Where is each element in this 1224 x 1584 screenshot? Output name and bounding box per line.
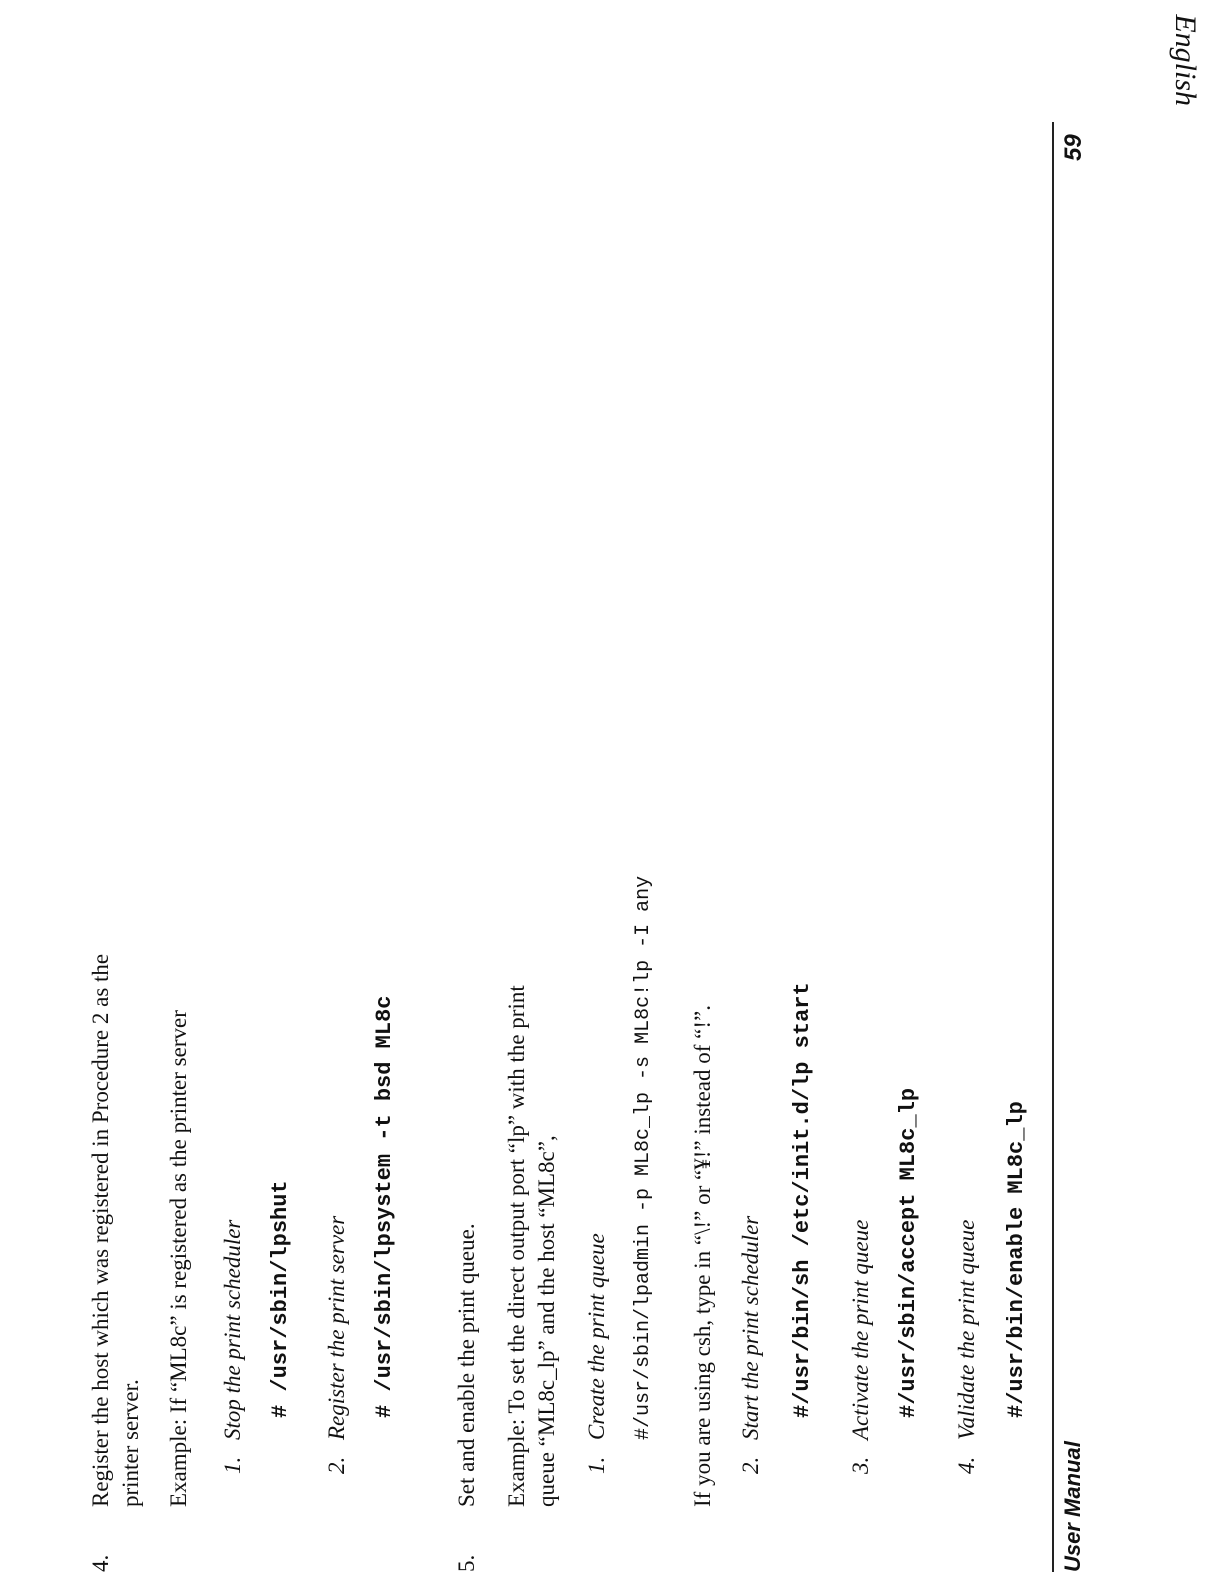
step-4-number: 4. <box>88 1554 113 1572</box>
step-4-sub-1-number: 1. <box>220 1456 245 1474</box>
step-5-sub-3-label: Activate the print queue <box>848 1219 873 1440</box>
step-5-example-line-2: queue “ML8c_lp” and the host “ML8c”, <box>534 1135 559 1507</box>
step-5-sub-1-number: 1. <box>584 1456 609 1474</box>
step-5-number: 5. <box>454 1554 479 1572</box>
step-5-sub-4-number: 4. <box>954 1456 979 1474</box>
step-4-line-1: Register the host which was registered in Procedure 2 as the <box>88 953 113 1507</box>
step-5-sub-2-number: 2. <box>738 1456 763 1474</box>
step-4-example: Example: If “ML8c” is registered as the printer server <box>166 1010 191 1507</box>
step-4-sub-2-command: # /usr/sbin/lpsystem -t bsd ML8c <box>372 995 397 1418</box>
step-5-sub-4-label: Validate the print queue <box>954 1219 979 1440</box>
step-5-sub-1-label: Create the print queue <box>584 1233 609 1440</box>
footer-label: User Manual <box>1060 1441 1085 1572</box>
step-4-sub-2-number: 2. <box>324 1456 349 1474</box>
footer-rule <box>1052 122 1054 1572</box>
step-5-sub-2-label: Start the print scheduler <box>738 1215 763 1440</box>
page-number: 59 <box>1060 134 1087 161</box>
step-5-line-1: Set and enable the print queue. <box>454 1223 479 1507</box>
step-5-sub-2-command: #/usr/bin/sh /etc/init.d/lp start <box>790 982 815 1418</box>
step-4-line-2: printer server. <box>118 1379 143 1507</box>
step-4-sub-1-command: # /usr/sbin/lpshut <box>268 1180 293 1418</box>
step-5-sub-3-command: #/usr/sbin/accept ML8c_lp <box>896 1087 921 1418</box>
step-5-csh-note: If you are using csh, type in “\!” or “¥!” instead of “!”. <box>690 1005 715 1507</box>
step-5-sub-4-command: #/usr/bin/enable ML8c_lp <box>1004 1101 1029 1418</box>
step-5-sub-1-command: #/usr/sbin/lpadmin -p ML8c_lp -s ML8c!lp -I any <box>632 875 655 1440</box>
language-tab: English <box>1169 14 1202 106</box>
step-5-sub-3-number: 3. <box>848 1456 873 1474</box>
step-5-example-line-1: Example: To set the direct output port “lp” with the print <box>504 985 529 1507</box>
step-4-sub-2-label: Register the print server <box>324 1215 349 1440</box>
step-4-sub-1-label: Stop the print scheduler <box>220 1219 245 1440</box>
